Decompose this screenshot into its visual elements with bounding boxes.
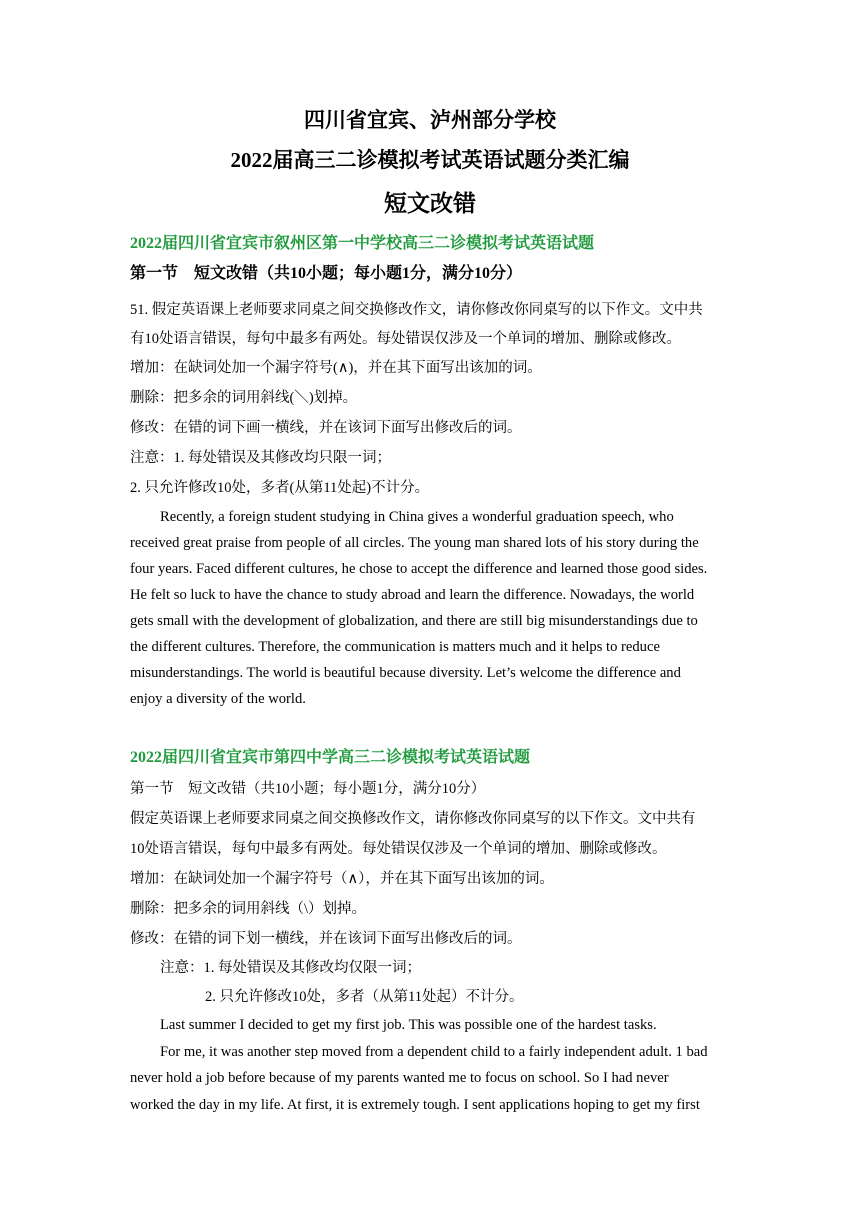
section2-instruction-line: 删除：把多余的词用斜线（\）划掉。 <box>130 901 367 917</box>
section1-passage-line: misunderstandings. The world is beautiful because diversity. Let’s welcome the difference and <box>130 665 681 681</box>
section2-passage-line: For me, it was another step moved from a dependent child to a fairly independent adult. 1 bad <box>160 1044 708 1060</box>
section2-instruction-line: 注意：1. 每处错误及其修改均仅限一词； <box>160 960 421 976</box>
section2-instruction-line: 2. 只允许修改10处，多者（从第11处起）不计分。 <box>205 989 524 1005</box>
section1-instruction-line: 删除：把多余的词用斜线(＼)划掉。 <box>130 390 358 406</box>
section2-passage-line: worked the day in my life. At first, it is extremely tough. I sent applications hoping to get my first <box>130 1097 700 1113</box>
section2-instruction-line: 10处语言错误，每句中最多有两处。每处错误仅涉及一个单词的增加、删除或修改。 <box>130 841 667 857</box>
section2-heading: 2022届四川省宜宾市第四中学高三二诊模拟考试英语试题 <box>130 749 531 766</box>
section2-instruction-line: 假定英语课上老师要求同桌之间交换修改作文，请你修改你同桌写的以下作文。文中共有 <box>130 811 696 827</box>
section1-instruction-line: 注意：1. 每处错误及其修改均只限一词； <box>130 450 391 466</box>
section1-instruction-line: 2. 只允许修改10处，多者(从第11处起)不计分。 <box>130 480 430 496</box>
section1-passage-line: received great praise from people of all circles. The young man shared lots of his story during the <box>130 535 699 551</box>
section1-passage-line: gets small with the development of globalization, and there are still big misunderstandings due to <box>130 613 698 629</box>
doc-title-line2: 2022届高三二诊模拟考试英语试题分类汇编 <box>230 148 630 172</box>
section1-subheading: 第一节 短文改错（共10小题；每小题1分，满分10分） <box>130 265 523 282</box>
section1-passage-line: enjoy a diversity of the world. <box>130 691 306 707</box>
section1-instruction-line: 51. 假定英语课上老师要求同桌之间交换修改作文，请你修改你同桌写的以下作文。文中共 <box>130 302 703 318</box>
doc-title-line3: 短文改错 <box>384 191 476 216</box>
section1-passage-line: four years. Faced different cultures, he chose to accept the difference and learned those good sides. <box>130 561 708 577</box>
section1-passage-line: the different cultures. Therefore, the communication is matters much and it helps to reduce <box>130 639 660 655</box>
section2-instruction-line: 修改：在错的词下划一横线，并在该词下面写出修改后的词。 <box>130 931 522 947</box>
section1-instruction-line: 修改：在错的词下画一横线，并在该词下面写出修改后的词。 <box>130 420 522 436</box>
section2-instruction-line: 增加：在缺词处加一个漏字符号（∧），并在其下面写出该加的词。 <box>130 871 554 887</box>
section2-passage-line: Last summer I decided to get my first job. This was possible one of the hardest tasks. <box>160 1017 657 1033</box>
section1-instruction-line: 增加：在缺词处加一个漏字符号(∧)，并在其下面写出该加的词。 <box>130 360 542 376</box>
section2-subheading: 第一节 短文改错（共10小题；每小题1分，满分10分） <box>130 781 486 797</box>
section1-passage-line: Recently, a foreign student studying in China gives a wonderful graduation speech, who <box>160 509 674 525</box>
section2-passage-line: never hold a job before because of my parents wanted me to focus on school. So I had never <box>130 1070 669 1086</box>
section1-instruction-line: 有10处语言错误，每句中最多有两处。每处错误仅涉及一个单词的增加、删除或修改。 <box>130 331 681 347</box>
section1-heading: 2022届四川省宜宾市叙州区第一中学校高三二诊模拟考试英语试题 <box>130 235 595 252</box>
doc-title-line1: 四川省宜宾、泸州部分学校 <box>304 108 556 132</box>
section1-passage-line: He felt so luck to have the chance to study abroad and learn the difference. Nowadays, the world <box>130 587 695 603</box>
